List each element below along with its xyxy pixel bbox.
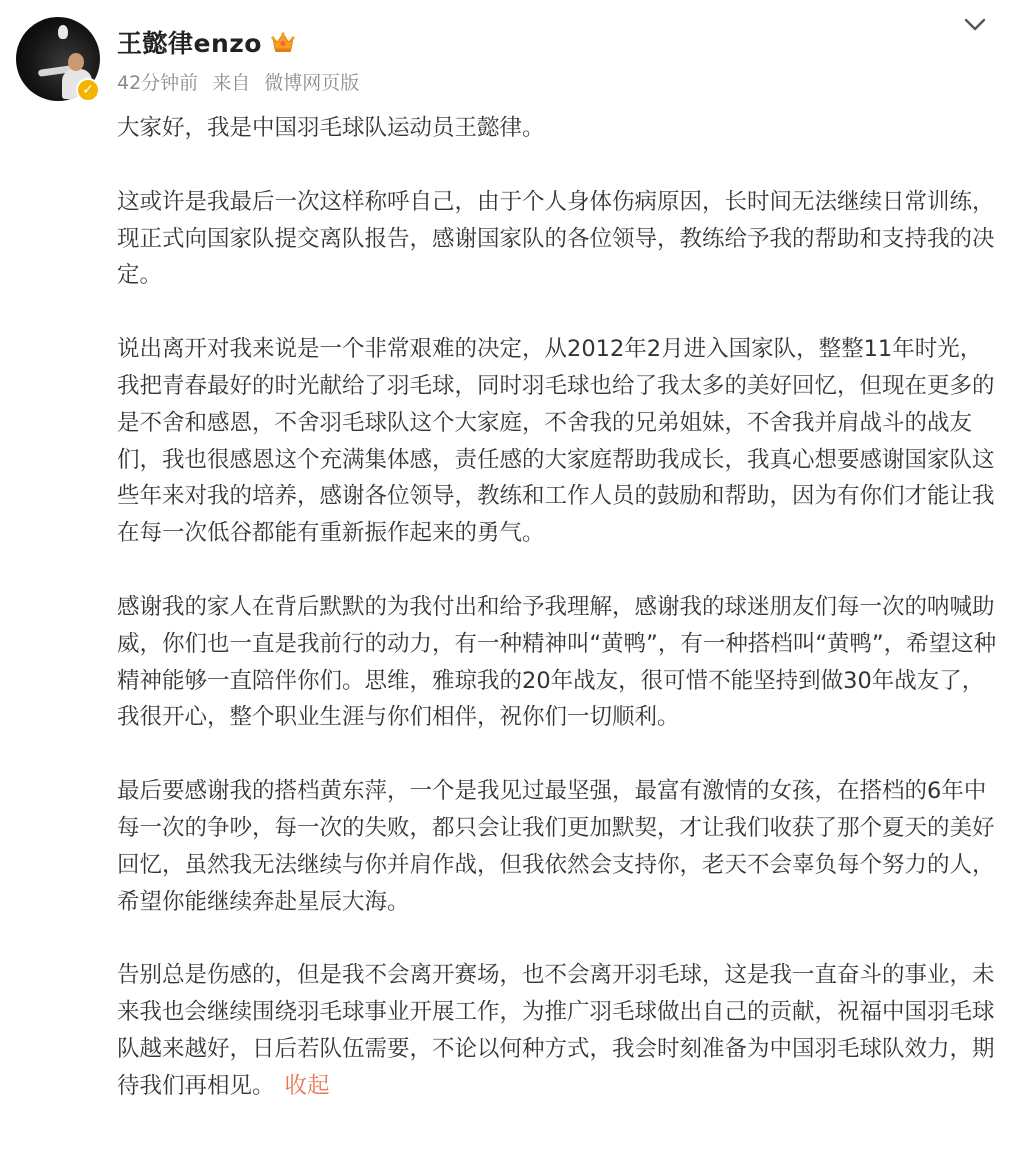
username-row — [117, 24, 296, 60]
post-source[interactable]: 微博网页版 — [264, 72, 360, 94]
paragraph-greeting: 大家好，我是中国羽毛球队运动员王懿律。 — [117, 115, 545, 141]
paragraph-retirement: 这或许是我最后一次这样称呼自己，由于个人身体伤病原因，长时间无法继续日常训练，现正式向国家队提交离队报告，感谢国家队的各位领导，教练给予我的帮助和支持我的决定。 — [117, 188, 995, 289]
paragraph-farewell-text: 告别总是伤感的，但是我不会离开赛场，也不会离开羽毛球，这是我一直奋斗的事业，未来我也会继续围绕羽毛球事业开展工作，为推广羽毛球做出自己的贡献，祝福中国羽毛球队越来越好，日后若队伍需要，不论以何种方式，我会时刻准备为中国羽毛球队效力，期待我们再相见。 — [117, 962, 995, 1099]
player-head-shape — [68, 53, 84, 71]
paragraph-partner: 最后要感谢我的搭档黄东萍，一个是我见过最坚强，最富有激情的女孩，在搭档的6年中每一次的争吵，每一次的失败，都只会让我们更加默契，才让我们收获了那个夏天的美好回忆，虽然我无法继续与你并肩作战，但我依然会支持你，老天不会辜负每个努力的人，希望你能继续奔赴星辰大海。 — [117, 778, 995, 915]
crown-member-icon[interactable] — [270, 29, 296, 55]
paragraph-gratitude-team: 说出离开对我来说是一个非常艰难的决定，从2012年2月进入国家队，整整11年时光，我把青春最好的时光献给了羽毛球，同时羽毛球也给了我太多的美好回忆，但现在更多的是不舍和感恩，不舍羽毛球队这个大家庭，不舍我的兄弟姐妹，不舍我并肩战斗的战友们，我也很感恩这个充满集体感，责任感的大家庭帮助我成长，我真心想要感谢国家队这些年来对我的培养，感谢各位领导，教练和工作人员的鼓励和帮助，因为有你们才能让我在每一次低谷都能有重新振作起来的勇气。 — [117, 336, 995, 547]
post-time[interactable]: 42分钟前 — [117, 72, 199, 94]
collapse-link[interactable]: 收起 — [284, 1072, 330, 1099]
post-content — [117, 110, 997, 1105]
source-prefix: 来自 — [212, 72, 251, 94]
username-link[interactable]: 王懿律enzo — [117, 29, 262, 58]
shuttlecock-shape — [58, 25, 68, 39]
verified-badge-icon: ✓ — [76, 78, 100, 102]
post-meta — [117, 68, 359, 95]
paragraph-gratitude-family: 感谢我的家人在背后默默的为我付出和给予我理解，感谢我的球迷朋友们每一次的呐喊助威，你们也一直是我前行的动力，有一种精神叫“黄鸭”，有一种搭档叫“黄鸭”，希望这种精神能够一直陪伴你们。思维，雅琼我的20年战友，很可惜不能坚持到做30年战友了，我很开心，整个职业生涯与你们相伴，祝你们一切顺利。 — [117, 593, 997, 731]
paragraph-farewell — [117, 957, 997, 1104]
chevron-down-icon[interactable] — [962, 14, 988, 36]
